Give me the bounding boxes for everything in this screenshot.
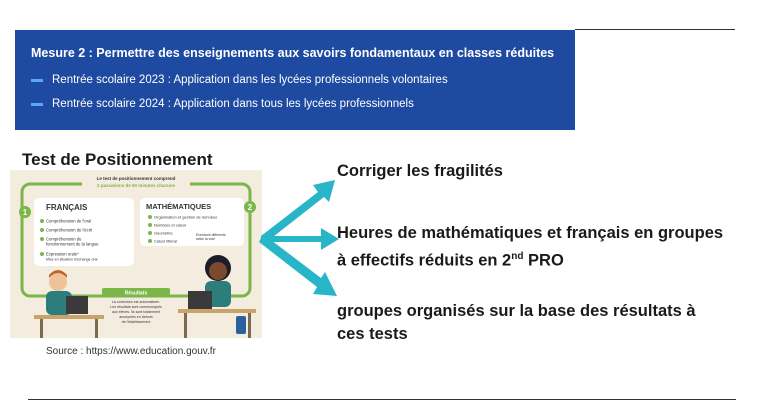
top-divider: [575, 29, 735, 30]
dash-icon: [31, 103, 43, 106]
banner-item: [31, 98, 559, 110]
header-line2: 2 passations de 50 minutes chacune: [96, 183, 176, 188]
badge-number: 1: [22, 208, 28, 217]
check-icon: [40, 228, 44, 232]
claim-small-groups: [337, 222, 767, 273]
check-icon: [148, 231, 152, 235]
arrows-graphic: [255, 170, 345, 310]
maths-item: Nombres et calcul: [154, 222, 187, 228]
claim-correct-fragilities: Corriger les fragilités: [337, 162, 503, 180]
maths-note: Exercices différents: [196, 233, 226, 237]
source-caption: Source : https://www.education.gouv.fr: [46, 346, 216, 357]
header-line1: Le test de positionnement comprend: [96, 176, 176, 181]
francais-title: FRANÇAIS: [46, 203, 88, 212]
results-line: Les résultats sont communiqués: [110, 305, 162, 309]
banner-title: Mesure 2 : Permettre des enseignements aux savoirs fondamentaux en classes réduites: [31, 46, 555, 60]
results-line: La correction est automatisée.: [111, 300, 161, 304]
bottom-divider: [28, 399, 736, 400]
check-icon: [40, 219, 44, 223]
maths-title: MATHÉMATIQUES: [146, 202, 212, 211]
check-icon: [148, 239, 152, 243]
dash-icon: [31, 79, 43, 82]
section-title: Test de Positionnement: [22, 150, 213, 169]
check-icon: [40, 237, 44, 241]
francais-item: Compréhension de l'oral: [46, 218, 92, 224]
banner-item: [31, 74, 559, 86]
maths-item: Organisation et gestion de données: [154, 214, 218, 220]
claim-groups-based-on-results: [337, 300, 757, 346]
ordinal-superscript: nd: [511, 251, 524, 262]
banner-item-label: Rentrée scolaire 2023 : Application dans les lycées professionnels volontaires: [52, 74, 448, 86]
maths-note: selon la voie: [196, 237, 215, 241]
claim-line: ces tests: [337, 325, 408, 343]
claim-line: Heures de mathématiques et français en groupes: [337, 224, 724, 242]
maths-item: Calcul littéral: [154, 238, 177, 244]
results-line: aux élèves. Ils sont totalement: [111, 310, 161, 314]
francais-item: fonctionnement de la langue: [46, 241, 99, 247]
francais-item: Compréhension de l'écrit: [46, 227, 93, 233]
francais-item: Mise en situation d'échange oral: [46, 257, 98, 262]
banner-item-label: Rentrée scolaire 2024 : Application dans tous les lycées professionnels: [52, 98, 414, 110]
claim-line: [337, 245, 767, 273]
measure-banner: [15, 30, 575, 130]
positioning-test-infographic: [10, 170, 262, 338]
francais-item: Expression orale*: [46, 251, 79, 257]
francais-item: Compréhension du: [46, 236, 82, 242]
results-title: Résultats: [124, 290, 148, 297]
check-icon: [148, 223, 152, 227]
check-icon: [148, 215, 152, 219]
claim-line: groupes organisés sur la base des résultats à: [337, 302, 696, 320]
claim-text: PRO: [523, 251, 564, 270]
badge-number: 2: [247, 203, 253, 212]
claim-text: à effectifs réduits en 2: [337, 251, 512, 270]
maths-item: Géométrie: [154, 230, 173, 236]
check-icon: [40, 252, 44, 256]
results-line: de l'établissement: [121, 320, 151, 324]
results-line: anonymes en dehors: [119, 315, 153, 319]
